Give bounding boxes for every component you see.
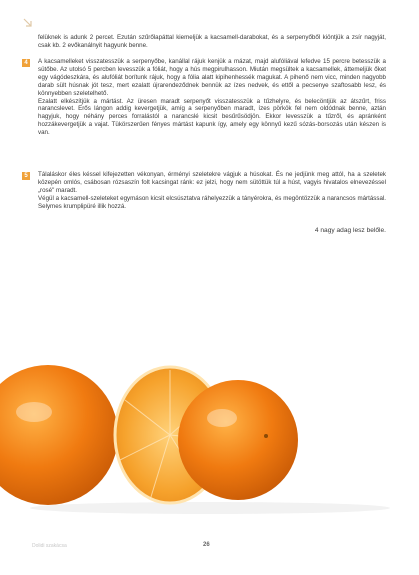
step-4-paragraph-1: A kacsamelleket visszatesszük a serpenyőbe, kanállal rájuk kenjük a mázat, majd alufóliával lefedve 15 percre betesszük a sütőbe. Az utolsó 5 percben levesszük a fóliát, hogy a hús megpirulhasson. Miután megsültek a kacsamellek, áttemeljük őket egy vágódeszkára, és alufóliát borítunk rájuk, hogy a fólia alatt kipihenhessék magukat. A pihenő nem vicc, minden nagyobb darab sült húsnak jót tesz, mert ezalatt újrarendeződnek bennük az ízes nedvek, és ettől a pecsenye szaftosabb lesz, és könnyebben szeletelhető. — [38, 58, 386, 97]
step-4-badge: 4 — [22, 59, 30, 67]
page-number: 26 — [203, 542, 210, 548]
oranges-photo — [0, 340, 419, 525]
step-5-badge: 5 — [22, 172, 30, 180]
whole-orange-left — [0, 365, 118, 505]
servings-note: 4 nagy adag lesz belőle. — [314, 227, 386, 234]
whole-orange-right — [178, 380, 298, 500]
step-5-text — [38, 171, 386, 211]
step-5-paragraph-2: Végül a kacsamell-szeleteket egymáson kicsit elcsúsztatva ráhelyezzük a tányérokra, és megöntözzük a narancsos mártással. Selymes krumplipüré illik hozzá. — [38, 194, 386, 210]
intro-paragraph: felüknek is adunk 2 percet. Ezután szűrőlapáttal kiemeljük a kacsamell-darabokat, és a serpenyőből kiöntjük a zsír nagyját, csak kb. 2 evőkanálnyit hagyunk benne. — [38, 34, 386, 49]
corner-arrow-icon — [22, 16, 34, 28]
footer-book-title: Dolidi szakácsa — [32, 543, 67, 549]
step-4-text — [38, 58, 386, 137]
step-4-paragraph-2: Ezalatt elkészítjük a mártást. Az üresen maradt serpenyőt visszatesszük a tűzhelyre, és belecöntjük az átszűrt, friss narancslevet. Erős lángon addig kevergetjük, amíg a serpenyőben maradt, ízes pörkök fel nem oldódnak benne, aztán hagyjuk, hogy néhány perces forralástól a narancslé kicsit besűrűsödjön. Ekkor levesszük a tűzről, és apránként hozzákevergetjük a vajat. Tükörszerűen fényes mártást kapunk így, amely egy könnyű kezű sózás-borsozás után készen is van. — [38, 97, 386, 137]
step-5-paragraph-1: Tálaláskor éles késsel kifejezetten vékonyan, érményi szeletekre vágjuk a húsokat. És ne jedjünk meg attól, ha a szeletek közepén omlós, csábosan rózsaszín folt kacsingat ránk: ez jelzi, hogy nem sütöttük túl a húst, vagyis hivatalos elnevezéssel „rosé" maradt. — [38, 171, 386, 194]
